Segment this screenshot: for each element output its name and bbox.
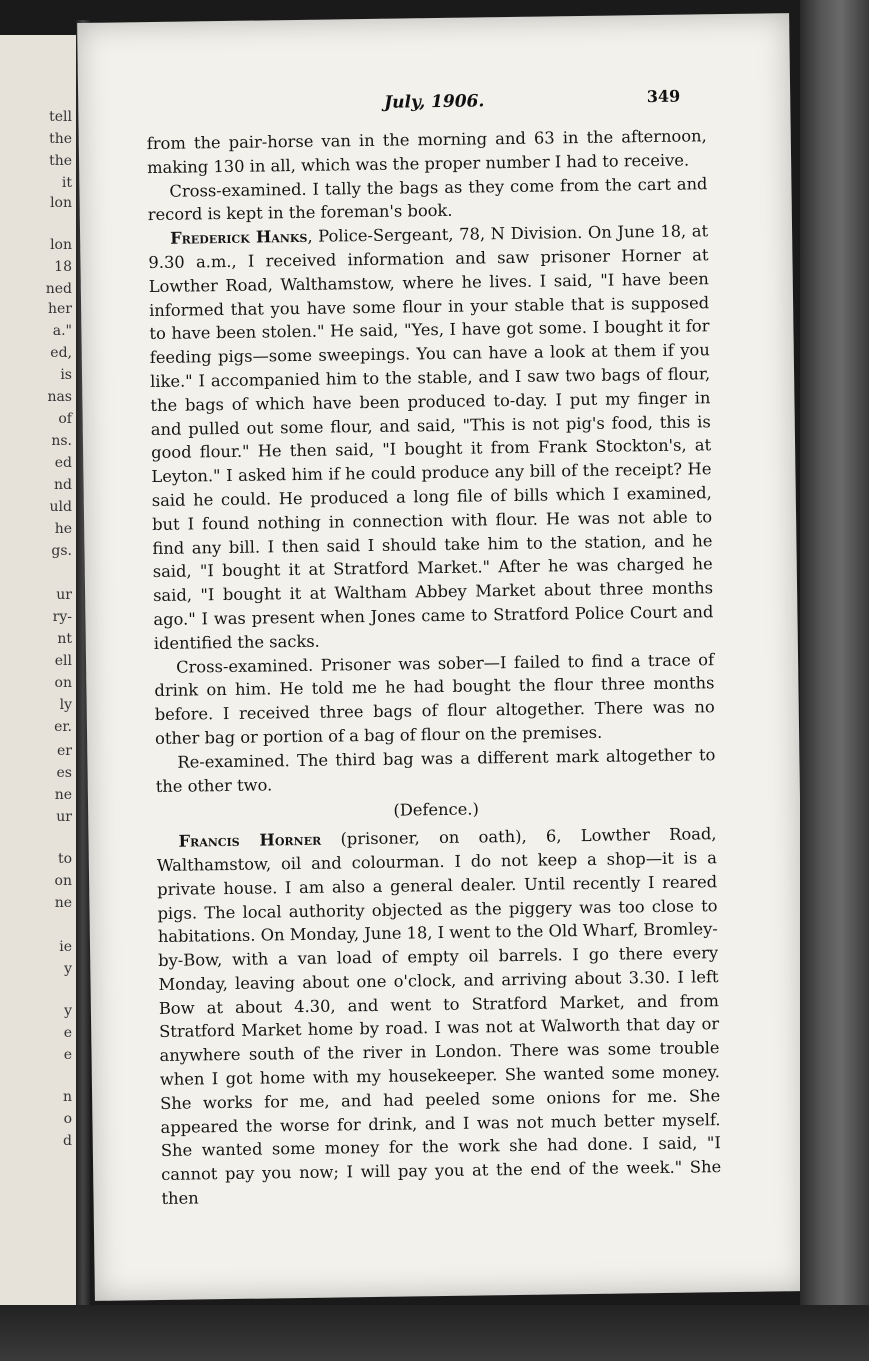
paragraph-text: (prisoner, on oath), 6, Lowther Road, Walthamstow, oil and colourman. I do not keep a shop—it is a private house. I am also a general dealer. Until recently I reared pigs. The local authority objected as the piggery was too close to habitations. On Monday, June 18, I went to the Old Wharf, Bromley-by-Bow, with a van load of empty oil barrels. I go there every Monday, leaving about one o'clock, and arriving about 3.30. I left Bow at about 4.30, and went to Stratford Market, and from Stratford Market home by road. I was not at Walworth that day or anywhere south of the river in London. There was some trouble when I got home with my housekeeper. She wanted some money. She works for me, and had peeled some onions for me. She appeared the worse for drink, and I was not much better myself. She wanted some money for the work she had done. I said, "I cannot pay you now; I will pay you at the end of the week." She then [156, 824, 722, 1209]
facing-page-fragment: the [49, 131, 72, 147]
facing-page-fragment: nt [57, 631, 72, 647]
facing-page-edge [0, 35, 78, 1305]
facing-page-fragment: o [63, 1111, 72, 1127]
facing-page-fragment: y [64, 1003, 72, 1019]
facing-page-fragment: lon [50, 237, 72, 253]
facing-page-fragment: ly [59, 697, 72, 713]
facing-page-fragment: es [56, 765, 72, 781]
facing-page-fragment: uld [49, 499, 72, 515]
facing-page-fragment: ry- [52, 609, 72, 625]
page-header [78, 87, 790, 121]
paragraph-6 [156, 822, 721, 1211]
facing-page-fragment: ne [54, 787, 72, 803]
body-text [147, 124, 722, 1211]
facing-page-fragment: ur [56, 587, 72, 603]
facing-page-fragment: er [57, 743, 72, 759]
facing-page-fragment: to [57, 851, 72, 867]
paragraph-text: from the pair-horse van in the morning and 63 in the afternoon, making 130 in all, which was the proper number I had to receive. [146, 126, 707, 177]
paragraph-text: Cross-examined. I tally the bags as they come from the cart and record is kept in the foreman's book. [147, 173, 708, 225]
witness-name: Francis Horner [178, 829, 322, 851]
facing-page-fragment: is [60, 367, 72, 383]
facing-page-fragment: ie [59, 939, 72, 955]
facing-page-fragment: d [63, 1133, 72, 1149]
facing-page-fragment: er. [54, 719, 72, 735]
facing-page-fragment: gs. [51, 543, 72, 559]
facing-page-fragment: it [61, 175, 72, 191]
page-stack-edge [800, 0, 869, 1361]
facing-page-fragment: lon [50, 195, 72, 211]
facing-page-fragment: he [54, 521, 72, 537]
facing-page-fragment: ed [54, 455, 72, 471]
facing-page-fragment: nas [47, 389, 72, 405]
scan-background [0, 1305, 869, 1361]
facing-page-fragment: e [63, 1047, 72, 1063]
paragraph-5 [155, 743, 716, 798]
facing-page-fragment: n [62, 1089, 72, 1105]
facing-page-fragment: ell [54, 653, 72, 669]
facing-page-fragment: of [58, 411, 72, 427]
paragraph-2 [147, 172, 708, 227]
section-heading: (Defence.) [393, 799, 479, 821]
paragraph-3 [148, 219, 714, 655]
facing-page-fragment: a." [52, 323, 72, 339]
facing-page-fragment: nd [54, 477, 72, 493]
paragraph-text: Cross-examined. Prisoner was sober—I failed to find a trace of drink on him. He told me he had bought the flour three months before. I received three bags of flour altogether. There was no other bag or portion of a bag of flour on the premises. [154, 649, 715, 748]
facing-page-fragment: ns. [51, 433, 72, 449]
facing-page-fragment: y [64, 961, 72, 977]
facing-page-fragment: her [48, 301, 72, 317]
paragraph-4 [154, 648, 715, 751]
facing-page-fragment: 18 [54, 259, 72, 275]
facing-page-fragment: ne [54, 895, 72, 911]
paragraph-text: Re-examined. The third bag was a different mark altogether to the other two. [155, 744, 716, 796]
facing-page-fragment: tell [49, 109, 72, 125]
facing-page-fragment: e [63, 1025, 72, 1041]
page [77, 13, 807, 1301]
facing-page-fragment: the [49, 153, 72, 169]
facing-page-fragment: ned [45, 281, 72, 297]
running-head: July, 1906. [384, 91, 485, 113]
facing-page-fragment: on [54, 873, 72, 889]
witness-name: Frederick Hanks [169, 227, 308, 248]
paragraph-text: , Police-Sergeant, 78, N Division. On June 18, at 9.30 a.m., I received information and saw prisoner Horner at Lowther Road, Walthamstow, where he lives. I said, "I have been informed that you have some flour in your stable that is supposed to have been stolen." He said, "Yes, I have got some. I bought it for feeding pigs—some sweepings. You can have a look at them if you like." I accompanied him to the stable, and I saw two bags of flour, the bags of which have been produced to-day. I put my finger in and pulled out some flour, and said, "This is not pig's food, this is good flour." He then said, "I bought it from Frank Stockton's, at Leyton." I asked him if he could produce any bill of the receipt? He said he could. He produced a long file of bills which I examined, but I found nothing in connection with flour. He was not able to find any bill. I then said I should take him to the station, and he said, "I bought it at Stratford Market." After he was charged he said, "I bought it at Waltham Abbey Market about three months ago." I was present when Jones came to Stratford Police Court and identified the sacks. [148, 221, 714, 653]
facing-page-fragment: ed, [50, 345, 72, 361]
facing-page-fragment: ur [56, 809, 72, 825]
facing-page-fragment: on [54, 675, 72, 691]
page-number: 349 [646, 86, 681, 107]
paragraph-1 [147, 124, 708, 179]
